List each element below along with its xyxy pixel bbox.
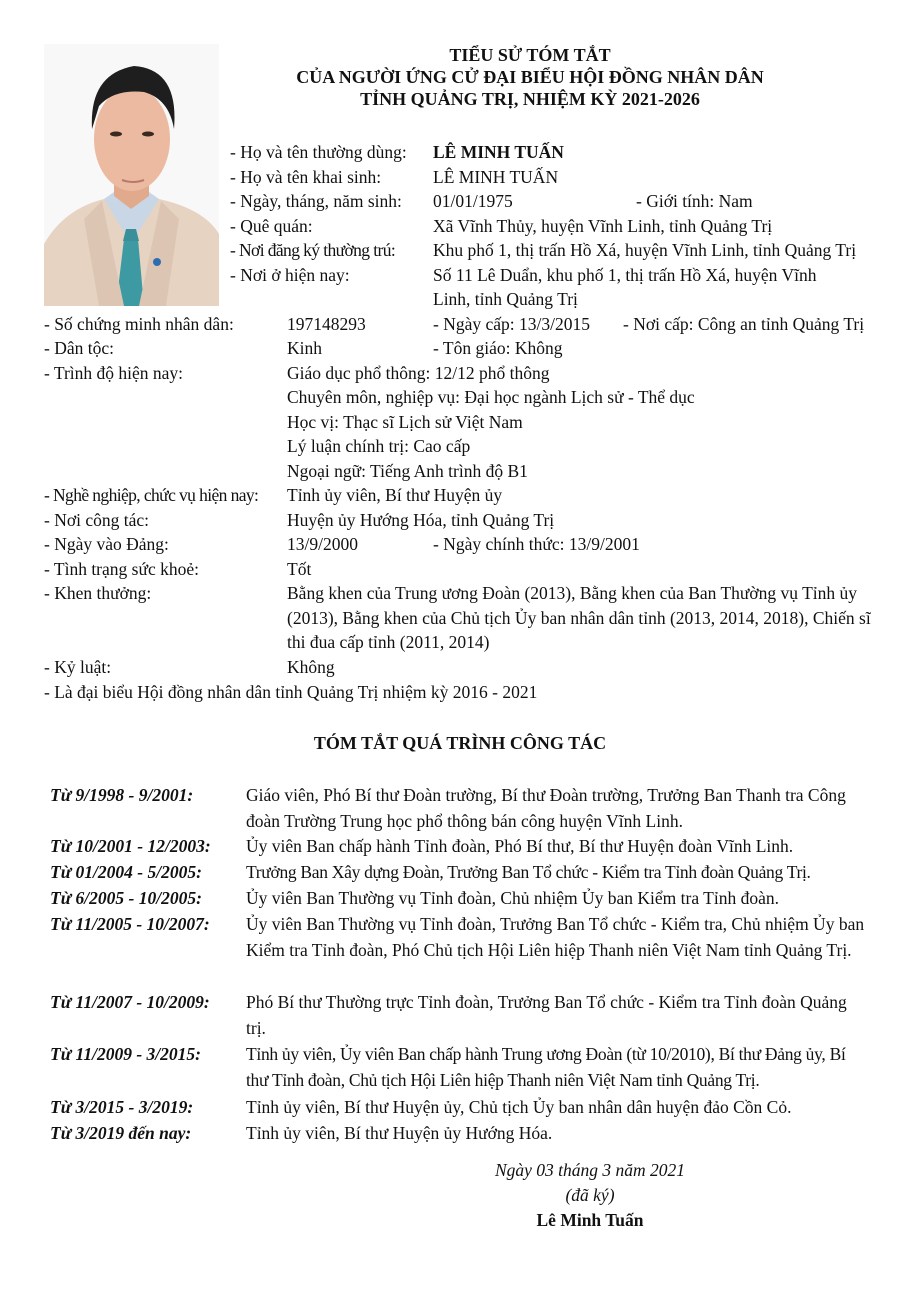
career-period: Từ 3/2019 đến nay: — [50, 1123, 192, 1143]
id-card-value: 197148293 — [287, 313, 366, 334]
career-period: Từ 11/2005 - 10/2007: — [50, 914, 210, 934]
career-period: Từ 9/1998 - 9/2001: — [50, 785, 194, 805]
awards-label: - Khen thưởng: — [44, 583, 152, 603]
career-period: Từ 6/2005 - 10/2005: — [50, 888, 202, 908]
education-degree: Học vị: Thạc sĩ Lịch sử Việt Nam — [287, 411, 523, 432]
career-desc: Phó Bí thư Thường trực Tỉnh đoàn, Trưởng Ban Tổ chức - Kiểm tra Tỉnh đoàn Quảng trị. — [246, 992, 847, 1038]
id-issue-place: - Nơi cấp: Công an tỉnh Quảng Trị — [623, 313, 865, 334]
hometown-label: - Quê quán: — [230, 215, 313, 236]
delegate-note: - Là đại biểu Hội đồng nhân dân tỉnh Quảng Trị nhiệm kỳ 2016 - 2021 — [44, 682, 538, 702]
permanent-value: Khu phố 1, thị trấn Hồ Xá, huyện Vĩnh Linh, tỉnh Quảng Trị — [433, 240, 857, 260]
title-line-1: TIỂU SỬ TÓM TẮT — [449, 45, 611, 65]
current-address-line-1: Số 11 Lê Duẩn, khu phố 1, thị trấn Hồ Xá, huyện Vĩnh — [433, 264, 817, 285]
career-period: Từ 11/2009 - 3/2015: — [50, 1044, 201, 1064]
hometown-value: Xã Vĩnh Thủy, huyện Vĩnh Linh, tỉnh Quảng Trị — [433, 215, 773, 236]
id-issue-date: - Ngày cấp: 13/3/2015 — [433, 313, 590, 334]
career-desc: Tỉnh ủy viên, Ủy viên Ban chấp hành Trung ương Đoàn (từ 10/2010), Bí thư Đảng ủy, Bí thư Tỉnh đoàn, Chủ tịch Hội Liên hiệp Thanh niên Việt Nam tỉnh Quảng Trị. — [246, 1044, 846, 1090]
health-label: - Tình trạng sức khoẻ: — [44, 558, 199, 579]
common-name-label: - Họ và tên thường dùng: — [230, 142, 407, 162]
workplace-label: - Nơi công tác: — [44, 509, 149, 530]
career-period: Từ 3/2015 - 3/2019: — [50, 1097, 194, 1117]
career-desc: Ủy viên Ban Thường vụ Tỉnh đoàn, Chủ nhiệm Ủy ban Kiểm tra Tỉnh đoàn. — [246, 888, 779, 908]
birth-name-label: - Họ và tên khai sinh: — [230, 166, 382, 187]
career-period: Từ 01/2004 - 5/2005: — [50, 862, 202, 882]
education-label: - Trình độ hiện nay: — [44, 362, 184, 383]
career-period: Từ 10/2001 - 12/2003: — [50, 836, 211, 856]
ethnicity-value: Kinh — [287, 338, 322, 358]
religion-value: - Tôn giáo: Không — [433, 338, 563, 358]
career-section-title: TÓM TẮT QUÁ TRÌNH CÔNG TÁC — [313, 733, 607, 753]
title-line-3: TỈNH QUẢNG TRỊ, NHIỆM KỲ 2021-2026 — [360, 89, 700, 109]
career-desc: Ủy viên Ban Thường vụ Tỉnh đoàn, Trưởng Ban Tổ chức - Kiểm tra, Chủ nhiệm Ủy ban Kiểm tra Tỉnh đoàn, Phó Chủ tịch Hội Liên hiệp Thanh niên Việt Nam tỉnh Quảng Trị. — [246, 914, 865, 960]
occupation-value: Tỉnh ủy viên, Bí thư Huyện ủy — [287, 485, 503, 505]
dob-value: 01/01/1975 — [433, 191, 513, 211]
id-card-label: - Số chứng minh nhân dân: — [44, 313, 234, 334]
portrait-image — [44, 44, 219, 306]
permanent-label: - Nơi đăng ký thường trú: — [230, 240, 396, 260]
document-title — [230, 44, 830, 110]
common-name-value: LÊ MINH TUẤN — [433, 142, 564, 162]
education-political: Lý luận chính trị: Cao cấp — [287, 436, 471, 456]
party-label: - Ngày vào Đảng: — [44, 534, 169, 554]
awards-value: Bằng khen của Trung ương Đoàn (2013), Bằng khen của Ban Thường vụ Tỉnh ủy (2013), Bằng khen của Chủ tịch Ủy ban nhân dân tỉnh (2013, 2014, 2018), Chiến sĩ thi đua cấp tỉnh (2011, 2014) — [287, 583, 871, 652]
signature-note: (đã ký) — [565, 1185, 615, 1205]
education-specialty: Chuyên môn, nghiệp vụ: Đại học ngành Lịch sử - Thể dục — [287, 387, 695, 407]
ethnicity-label: - Dân tộc: — [44, 338, 114, 358]
education-general: Giáo dục phổ thông: 12/12 phổ thông — [287, 362, 550, 383]
discipline-label: - Kỷ luật: — [44, 657, 112, 677]
health-value: Tốt — [287, 558, 312, 579]
gender-value: - Giới tính: Nam — [636, 191, 753, 211]
dob-label: - Ngày, tháng, năm sinh: — [230, 191, 402, 211]
discipline-value: Không — [287, 657, 335, 677]
career-desc: Trưởng Ban Xây dựng Đoàn, Trưởng Ban Tổ chức - Kiểm tra Tỉnh đoàn Quảng Trị. — [246, 862, 811, 882]
party-official-date: - Ngày chính thức: 13/9/2001 — [433, 534, 640, 554]
education-language: Ngoại ngữ: Tiếng Anh trình độ B1 — [287, 460, 528, 481]
career-period: Từ 11/2007 - 10/2009: — [50, 992, 210, 1012]
birth-name-value: LÊ MINH TUẤN — [433, 166, 559, 187]
signature-date: Ngày 03 tháng 3 năm 2021 — [494, 1160, 686, 1180]
career-desc: Tỉnh ủy viên, Bí thư Huyện ủy, Chủ tịch Ủy ban nhân dân huyện đảo Cồn Cỏ. — [246, 1097, 792, 1117]
workplace-value: Huyện ủy Hướng Hóa, tỉnh Quảng Trị — [287, 509, 555, 530]
career-desc: Giáo viên, Phó Bí thư Đoàn trường, Bí thư Đoàn trường, Trưởng Ban Thanh tra Công đoàn Trường Trung học phổ thông bán công huyện Vĩnh Linh. — [246, 785, 846, 831]
candidate-photo — [44, 44, 219, 306]
signature-name: Lê Minh Tuấn — [536, 1210, 644, 1230]
party-join-date: 13/9/2000 — [287, 534, 358, 554]
current-address-line-2: Linh, tỉnh Quảng Trị — [433, 289, 578, 309]
title-line-2: CỦA NGƯỜI ỨNG CỬ ĐẠI BIỂU HỘI ĐỒNG NHÂN DÂN — [296, 67, 764, 87]
career-desc: Tỉnh ủy viên, Bí thư Huyện ủy Hướng Hóa. — [246, 1123, 553, 1143]
career-desc: Ủy viên Ban chấp hành Tỉnh đoàn, Phó Bí thư, Bí thư Huyện đoàn Vĩnh Linh. — [246, 836, 794, 856]
occupation-label: - Nghề nghiệp, chức vụ hiện nay: — [44, 485, 259, 505]
current-address-label: - Nơi ở hiện nay: — [230, 264, 350, 285]
